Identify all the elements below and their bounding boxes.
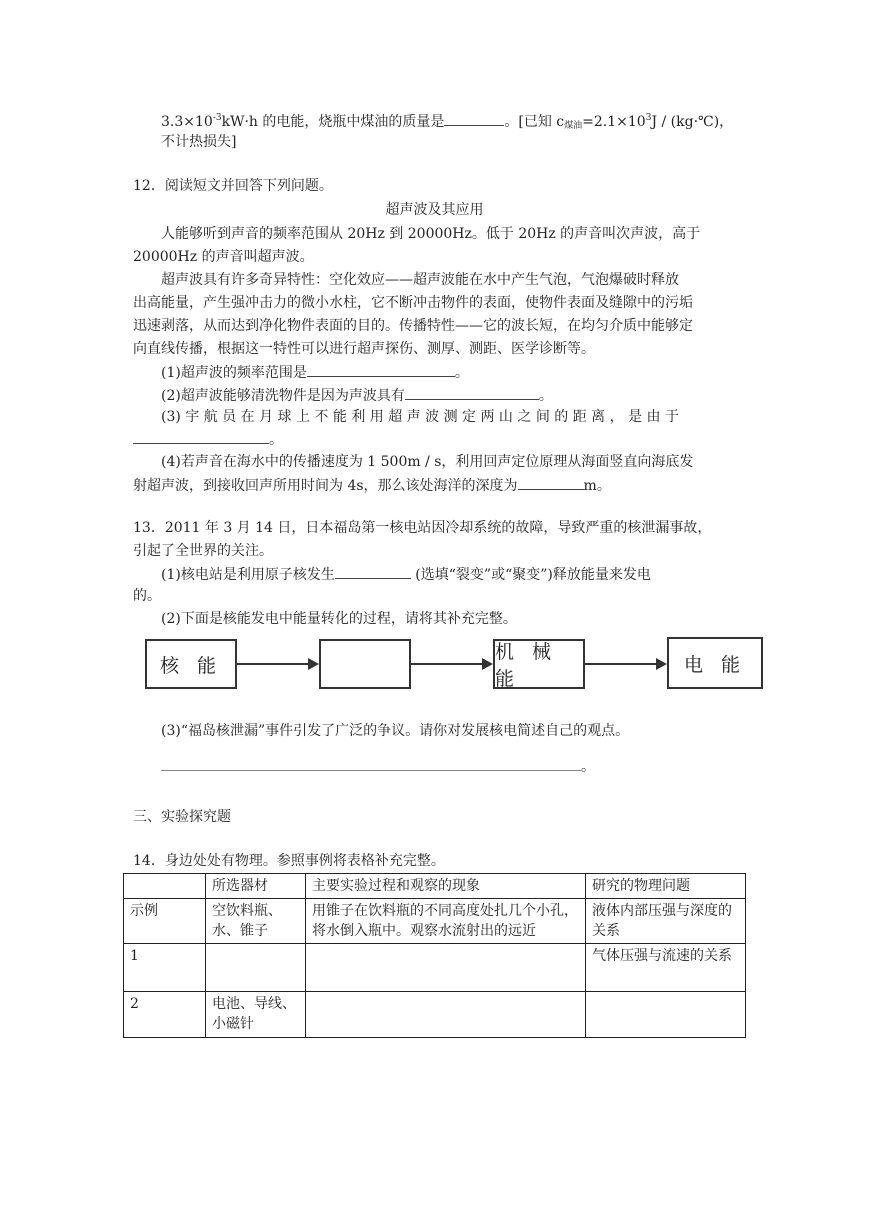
experiment-table <box>123 873 746 1038</box>
q12-sub-4-line-2: 射超声波，到接收回声所用时间为 4s，那么该处海洋的深度为 m。 <box>133 475 611 496</box>
flow-box-blank[interactable] <box>319 639 411 689</box>
table-header-cell: 所选器材 <box>206 874 306 899</box>
q13-sub-1-line-2: 的。 <box>133 588 161 604</box>
q11-answer-blank[interactable] <box>444 111 504 126</box>
table-cell: 气体压强与流速的关系 <box>586 944 746 992</box>
table-cell: 空饮料瓶、水、锥子 <box>206 899 306 944</box>
table-cell: 1 <box>124 944 206 992</box>
flow-arrow-2 <box>411 663 491 665</box>
table-row <box>124 992 746 1038</box>
q13-stem-line-1: 13．2011 年 3 月 14 日，日本福岛第一核电站因冷却系统的故障，导致严重的核泄漏事故， <box>133 520 712 536</box>
table-answer-cell[interactable] <box>206 944 306 992</box>
q12-sub-3: (3) 宇 航 员 在 月 球 上 不 能 利 用 超 声 波 测 定 两 山 之 间 的 距 离 ， 是 由 于 <box>161 409 679 425</box>
q13-3-answer-blank[interactable] <box>161 756 581 771</box>
table-header-row <box>124 874 746 899</box>
q12-3-blank[interactable] <box>133 429 269 444</box>
q12-sub-4: (4)若声音在海水中的传播速度为 1 500m / s，利用回声定位原理从海面竖直向海底发 <box>161 454 694 470</box>
table-header-cell: 研究的物理问题 <box>586 874 746 899</box>
flow-arrow-3 <box>585 663 665 665</box>
article-p2-line-4: 向直线传播，根据这一特性可以进行超声探伤、测厚、测距、医学诊断等。 <box>133 341 595 357</box>
q14-stem: 14．身边处处有物理。参照事例将表格补充完整。 <box>133 853 445 869</box>
table-answer-cell[interactable] <box>306 944 586 992</box>
q13-sub-3-answer: 。 <box>161 756 595 777</box>
q13-sub-3: (3)“福岛核泄漏”事件引发了广泛的争议。请你对发展核电简述自己的观点。 <box>161 723 630 739</box>
table-cell: 2 <box>124 992 206 1038</box>
table-answer-cell[interactable] <box>586 992 746 1038</box>
q13-1-blank[interactable] <box>335 564 411 579</box>
article-p1-line-2: 20000Hz 的声音叫超声波。 <box>133 249 314 265</box>
q12-sub-3-line-2: 。 <box>133 429 283 450</box>
article-p1-line-1: 人能够听到声音的频率范围从 20Hz 到 20000Hz。低于 20Hz 的声音叫次声波，高于 <box>161 226 701 242</box>
q12-1-blank[interactable] <box>307 362 455 377</box>
table-row <box>124 944 746 992</box>
q13-stem-line-2: 引起了全世界的关注。 <box>133 543 273 559</box>
table-answer-cell[interactable] <box>306 992 586 1038</box>
flow-box-electric-energy: 电 能 <box>667 637 763 689</box>
q12-stem: 12．阅读短文并回答下列问题。 <box>133 178 333 194</box>
article-p2-line-1: 超声波具有许多奇异特性：空化效应——超声波能在水中产生气泡，气泡爆破时释放 <box>161 272 679 288</box>
q11-line-2: 不计热损失] <box>161 134 237 150</box>
q13-sub-2: (2)下面是核能发电中能量转化的过程，请将其补充完整。 <box>161 611 517 627</box>
table-row <box>124 899 746 944</box>
table-header-cell <box>124 874 206 899</box>
table-cell: 电池、导线、小磁针 <box>206 992 306 1038</box>
flow-box-mechanical-energy: 机 械 能 <box>493 639 585 689</box>
article-title: 超声波及其应用 <box>385 202 484 218</box>
section-3-heading: 三、实验探究题 <box>133 809 231 825</box>
q12-4-blank[interactable] <box>518 475 584 490</box>
flow-box-nuclear-energy: 核 能 <box>145 639 237 689</box>
article-p2-line-3: 迅速剥落，从而达到净化物件表面的目的。传播特性——它的波长短，在均匀介质中能够定 <box>133 318 693 334</box>
table-cell: 示例 <box>124 899 206 944</box>
article-p2-line-2: 出高能量，产生强冲击力的微小水柱，它不断冲击物件的表面，使物件表面及缝隙中的污垢 <box>133 295 693 311</box>
q13-sub-1: (1)核电站是利用原子核发生 (选填“裂变”或“聚变”)释放能量来发电 <box>161 564 651 585</box>
q12-sub-1: (1)超声波的频率范围是 。 <box>161 362 469 383</box>
flow-arrow-1 <box>237 663 317 665</box>
table-cell: 用锥子在饮料瓶的不同高度处扎几个小孔，将水倒入瓶中。观察水流射出的远近 <box>306 899 586 944</box>
table-header-cell: 主要实验过程和观察的现象 <box>306 874 586 899</box>
q11-line-1: $3.3\times 10^{-3}kW\cdot h$ 的电能，烧瓶中煤油的质量是 。[已知 $c_{煤油}=2.1\times 10^3J$ / (kg·℃)， <box>161 113 734 131</box>
table-cell: 液体内部压强与深度的关系 <box>586 899 746 944</box>
q12-sub-2: (2)超声波能够清洗物件是因为声波具有 。 <box>161 385 553 406</box>
q12-2-blank[interactable] <box>405 385 539 400</box>
